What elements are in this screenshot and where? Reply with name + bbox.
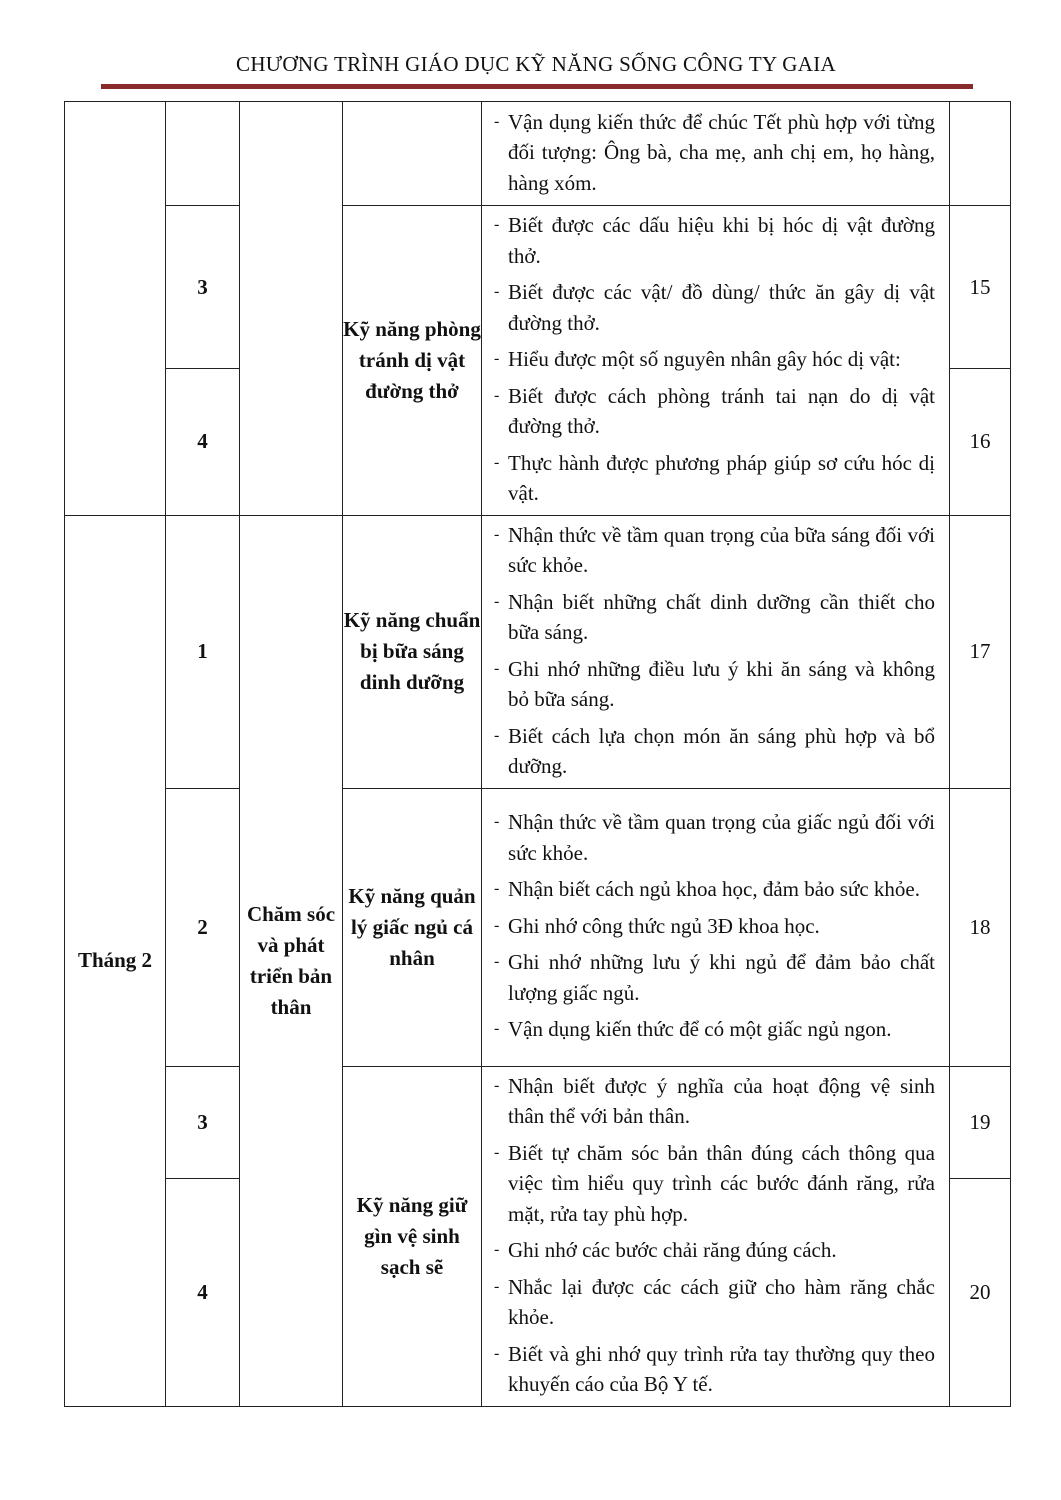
objectives-cell xyxy=(482,1066,950,1406)
objective-item: - Ghi nhớ những lưu ý khi ngủ để đảm bảo chất lượng giấc ngủ. xyxy=(494,950,935,1005)
lesson-cell: 16 xyxy=(950,369,1011,515)
objective-item: - Biết cách lựa chọn món ăn sáng phù hợp và bổ dưỡng. xyxy=(494,723,935,778)
objective-item: - Ghi nhớ những điều lưu ý khi ăn sáng và không bỏ bữa sáng. xyxy=(494,656,935,711)
topic-cell: Chăm sóc và phát triển bản thân xyxy=(240,515,343,1406)
objective-item: - Biết và ghi nhớ quy trình rửa tay thường quy theo khuyến cáo của Bộ Y tế. xyxy=(494,1341,935,1396)
table-row xyxy=(65,1066,1011,1178)
objective-item: - Biết được các dấu hiệu khi bị hóc dị vật đường thở. xyxy=(494,213,935,268)
month-cell-empty xyxy=(65,102,166,516)
skill-cell: Kỹ năng chuẩn bị bữa sáng dinh dưỡng xyxy=(343,515,482,788)
objective-item: - Thực hành được phương pháp giúp sơ cứu hóc dị vật. xyxy=(494,450,935,505)
month-cell: Tháng 2 xyxy=(65,515,166,1406)
week-cell-empty xyxy=(166,102,240,206)
objective-item: - Ghi nhớ các bước chải răng đúng cách. xyxy=(494,1238,837,1262)
table-row xyxy=(65,206,1011,369)
objectives-cell xyxy=(482,788,950,1066)
curriculum-table xyxy=(64,101,1011,1407)
week-cell: 3 xyxy=(166,206,240,369)
header-rule xyxy=(101,84,973,89)
lesson-cell: 18 xyxy=(950,788,1011,1066)
table-row xyxy=(65,102,1011,206)
objective-item: - Biết được cách phòng tránh tai nạn do dị vật đường thở. xyxy=(494,383,935,438)
objective-item: - Biết tự chăm sóc bản thân đúng cách thông qua việc tìm hiểu quy trình các bước đánh răng, rửa mặt, rửa tay phù hợp. xyxy=(494,1140,935,1226)
objective-item: - Ghi nhớ công thức ngủ 3Đ khoa học. xyxy=(494,913,820,938)
objective-item: - Vận dụng kiến thức để có một giấc ngủ ngon. xyxy=(494,1017,892,1042)
objective-item: - Vận dụng kiến thức để chúc Tết phù hợp với từng đối tượng: Ông bà, cha mẹ, anh chị em, họ hàng, hàng xóm. xyxy=(494,109,935,195)
skill-cell: Kỹ năng quản lý giấc ngủ cá nhân xyxy=(343,788,482,1066)
objective-item: - Nhận biết những chất dinh dưỡng cần thiết cho bữa sáng. xyxy=(494,589,935,644)
objective-item: - Biết được các vật/ đồ dùng/ thức ăn gây dị vật đường thở. xyxy=(494,280,935,335)
skill-cell: Kỹ năng giữ gìn vệ sinh sạch sẽ xyxy=(343,1066,482,1406)
objective-item: - Nhận thức về tầm quan trọng của giấc ngủ đối với sức khỏe. xyxy=(494,810,935,865)
table-row xyxy=(65,515,1011,788)
objectives-cell xyxy=(482,206,950,516)
lesson-cell: 15 xyxy=(950,206,1011,369)
objectives-cell xyxy=(482,102,950,206)
objective-item: - Nhận biết cách ngủ khoa học, đảm bảo sức khỏe. xyxy=(494,877,921,902)
week-cell: 1 xyxy=(166,515,240,788)
week-cell: 3 xyxy=(166,1066,240,1178)
skill-cell-empty xyxy=(343,102,482,206)
lesson-cell: 19 xyxy=(950,1066,1011,1178)
week-cell: 4 xyxy=(166,369,240,515)
week-cell: 4 xyxy=(166,1178,240,1406)
week-cell: 2 xyxy=(166,788,240,1066)
lesson-cell: 17 xyxy=(950,515,1011,788)
objectives-cell xyxy=(482,515,950,788)
topic-cell-empty xyxy=(240,102,343,516)
objective-item: - Nhắc lại được các cách giữ cho hàm răng chắc khỏe. xyxy=(494,1274,935,1329)
objective-item: - Nhận biết được ý nghĩa của hoạt động vệ sinh thân thể với bản thân. xyxy=(494,1073,935,1128)
table-row xyxy=(65,788,1011,1066)
skill-cell: Kỹ năng phòng tránh dị vật đường thở xyxy=(343,206,482,516)
objective-item: - Nhận thức về tầm quan trọng của bữa sáng đối với sức khỏe. xyxy=(494,522,935,577)
page-header: CHƯƠNG TRÌNH GIÁO DỤC KỸ NĂNG SỐNG CÔNG TY GAIA xyxy=(236,52,836,76)
lesson-cell: 20 xyxy=(950,1178,1011,1406)
objective-item: - Hiểu được một số nguyên nhân gây hóc dị vật: xyxy=(494,347,901,371)
lesson-cell-empty xyxy=(950,102,1011,206)
